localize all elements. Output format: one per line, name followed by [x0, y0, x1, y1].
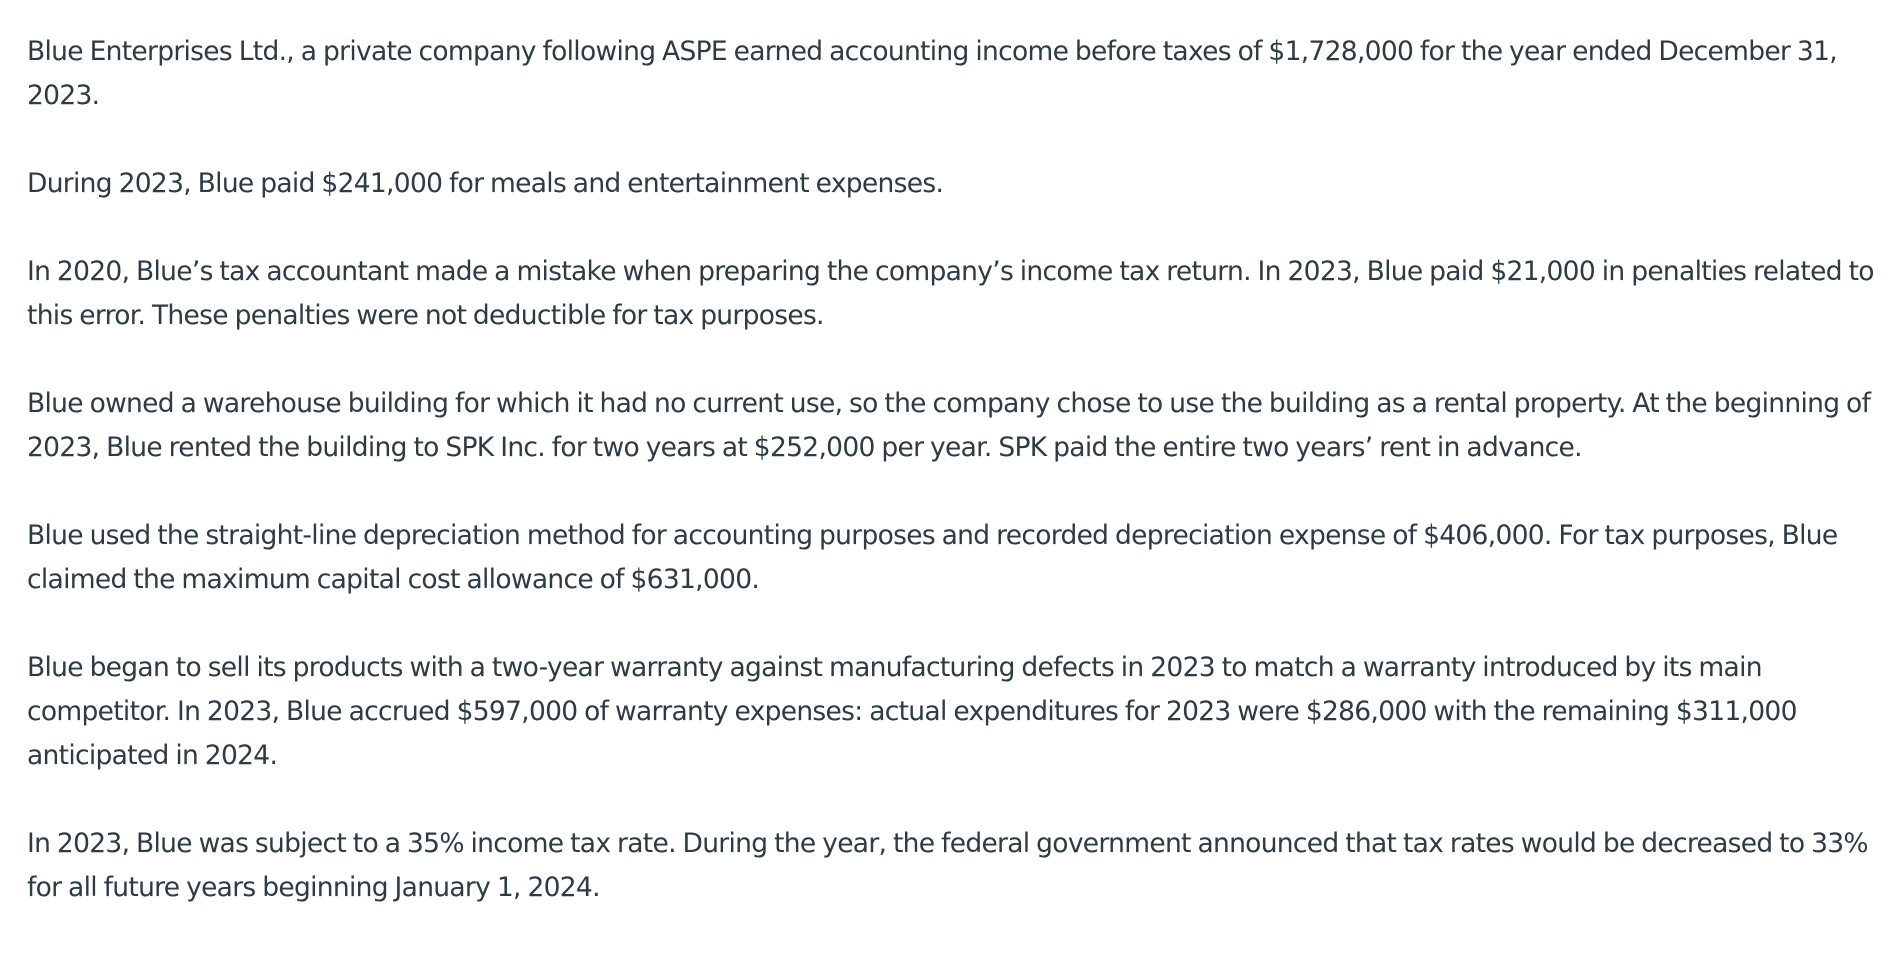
question-text — [27, 30, 1887, 910]
paragraph-depreciation: Blue used the straight-line depreciation method for accounting purposes and recorded depreciation expense of $406,000. For tax purposes, Blue claimed the maximum capital cost allowance of $631,000. — [27, 520, 1838, 595]
paragraph-penalties: In 2020, Blue’s tax accountant made a mistake when preparing the company’s income tax return. In 2023, Blue paid $21,000 in penalties related to this error. These penalties were not deductible for tax purposes. — [27, 256, 1874, 331]
paragraph-warranty: Blue began to sell its products with a two-year warranty against manufacturing defects in 2023 to match a warranty introduced by its main competitor. In 2023, Blue accrued $597,000 of warranty expenses: actual expenditures for 2023 were $286,000 with the remaining $311,000 anticipated in 2024. — [27, 652, 1797, 771]
paragraph-rental-property: Blue owned a warehouse building for which it had no current use, so the company chose to use the building as a rental property. At the beginning of 2023, Blue rented the building to SPK Inc. for two years at $252,000 per year. SPK paid the entire two years’ rent in advance. — [27, 388, 1871, 463]
paragraph-meals-entertainment: During 2023, Blue paid $241,000 for meals and entertainment expenses. — [27, 168, 944, 199]
paragraph-company-income: Blue Enterprises Ltd., a private company following ASPE earned accounting income before taxes of $1,728,000 for the year ended December 31, 2023. — [27, 36, 1837, 111]
paragraph-tax-rate: In 2023, Blue was subject to a 35% income tax rate. During the year, the federal government announced that tax rates would be decreased to 33% for all future years beginning January 1, 2024. — [27, 828, 1868, 903]
